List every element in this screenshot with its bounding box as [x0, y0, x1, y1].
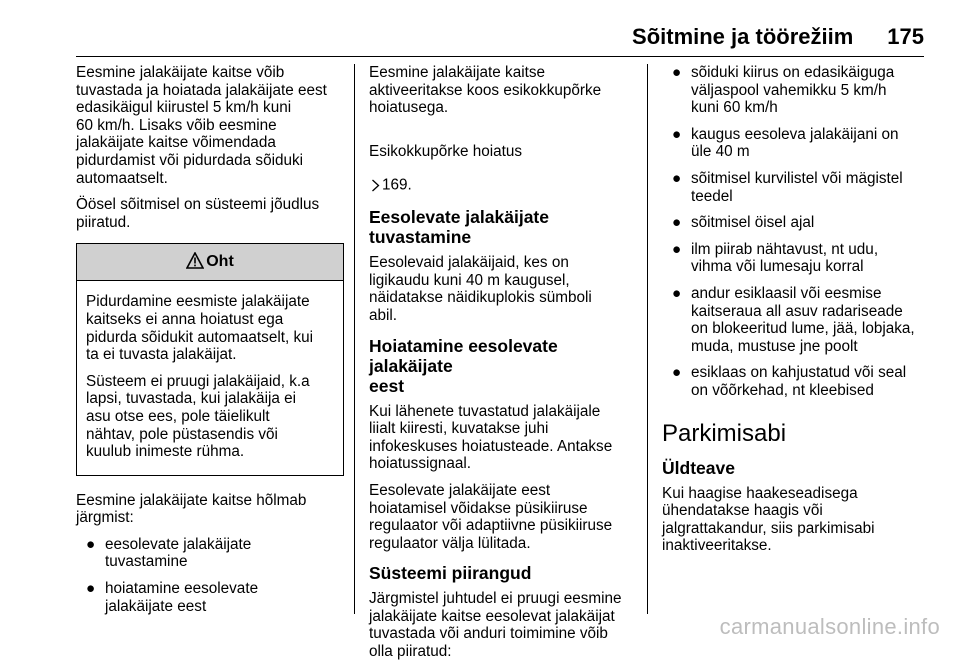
section-heading: Eesolevate jalakäijate tuvastamine: [369, 207, 549, 248]
column-3: [662, 64, 930, 564]
paragraph: Järgmistel juhtudel ei pruugi eesmine jalakäijate kaitse eesolevat jalakäijat tuvastada või anduri toimimine võib olla piiratud:: [369, 590, 622, 661]
bullet-list: [76, 536, 344, 615]
section-heading: Süsteemi piirangud: [369, 563, 532, 584]
bullet-list: [662, 64, 930, 400]
warning-triangle-icon: [186, 247, 204, 283]
list-item: ● sõitmisel kurvilistel või mägistel teedel: [672, 169, 903, 205]
warning-header: [77, 244, 343, 281]
paragraph: Eesolevaid jalakäijaid, kes on ligikaudu kuni 40 m kaugusel, näidatakse näidikuplokis sümboli abil.: [369, 254, 592, 324]
warning-paragraph: Pidurdamine eesmiste jalakäijate kaitseks ei anna hoiatust ega pidurda sõidukit automaatselt, kui ta ei tuvasta jalakäijat.: [86, 293, 314, 364]
paragraph: Eesmine jalakäijate kaitse hõlmab järgmist:: [76, 491, 307, 527]
paragraph: Eesolevate jalakäijate eest hoiatamisel võidakse püsikiiruse regulaator või adaptiivne püsikiiruse regulaator välja lülitada.: [369, 481, 613, 552]
warning-box: [76, 243, 344, 475]
watermark: carmanualsonline.info: [719, 614, 940, 639]
column-divider-2: [647, 64, 648, 614]
column-divider-1: [354, 64, 355, 614]
column-1: [76, 64, 344, 624]
page-reference-arrow-icon: [371, 161, 380, 196]
list-item: ● eesolevate jalakäijate tuvastamine: [86, 535, 252, 571]
warning-paragraph: Süsteem ei pruugi jalakäijaid, k.a lapsi, tuvastada, kui jalakäija ei asu otse ees, pole täielikult nähtav, pole püstasendis või kuulub inimeste rühma.: [86, 372, 310, 461]
page-header: [76, 24, 924, 54]
chapter-section-title: Parkimisabi: [662, 419, 787, 447]
section-heading: Üldteave: [662, 457, 735, 478]
list-item: ● sõitmisel öisel ajal: [672, 214, 815, 232]
cross-reference[interactable]: Esikokkupõrke hoiatus 169.: [369, 126, 637, 196]
chapter-title: Sõitmine ja töörežiim: [632, 24, 854, 49]
page-number: 175: [887, 24, 924, 49]
list-item: ● esiklaas on kahjustatud või seal on võõrkehad, nt kleebised: [672, 364, 907, 399]
paragraph: Eesmine jalakäijate kaitse aktiveeritakse koos esikokkupõrke hoiatusega.: [369, 64, 602, 117]
column-2: [369, 64, 637, 670]
list-item: ● hoiatamine eesolevate jalakäijate eest: [86, 580, 259, 615]
header-divider: [76, 56, 924, 57]
paragraph: Kui lähenete tuvastatud jalakäijale liialt kiiresti, kuvatakse juhi infokeskuses hoiatusteade. Antakse hoiatussignaal.: [369, 402, 613, 473]
warning-title: Oht: [206, 253, 234, 271]
section-heading: Hoiatamine eesolevate jalakäijate eest: [369, 335, 558, 396]
paragraph: Öösel sõitmisel on süsteemi jõudlus piiratud.: [76, 196, 320, 231]
paragraph: Kui haagise haakeseadisega ühendatakse haagis või jalgrattakandur, siis parkimisabi inaktiveeritakse.: [662, 484, 875, 555]
list-item: ● ilm piirab nähtavust, nt udu, vihma või lumesaju korral: [672, 240, 879, 276]
paragraph: Eesmine jalakäijate kaitse võib tuvastada ja hoiatada jalakäijate eest edasikäigul kiirustel 5 km/h kuni 60 km/h. Lisaks võib eesmine jalakäijate kaitse võimendada pidurdamist või pidurdada sõiduki automaatselt.: [76, 64, 327, 187]
list-item: ● sõiduki kiirus on edasikäiguga väljaspool vahemikku 5 km/h kuni 60 km/h: [672, 64, 895, 117]
list-item: ● andur esiklaasil või eesmise kaitseraua all asuv radariseade on blokeeritud lume, jää, lobjaka, muda, mustuse jne poolt: [672, 284, 915, 355]
list-item: ● kaugus eesoleva jalakäijani on üle 40 m: [672, 125, 899, 161]
